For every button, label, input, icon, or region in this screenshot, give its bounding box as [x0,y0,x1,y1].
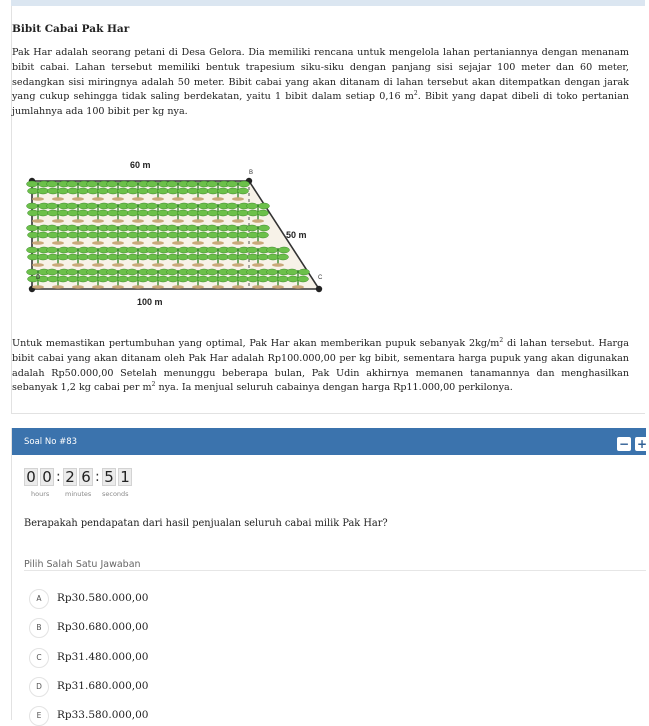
option-letter[interactable]: C [29,648,49,668]
option-letter[interactable]: D [29,677,49,697]
vertex-b-label: B [249,170,254,176]
label-bottom: 100 m [137,297,163,307]
divider [24,570,646,571]
field-illustration [12,146,332,306]
case-paragraph-1: Pak Har adalah seorang petani di Desa Gelora. Dia memiliki rencana untuk mengelola lahan pertaniannya dengan menanam bibit cabai. Lahan tersebut memiliki bentuk trapesium siku-siku dengan panjang sisi sejajar 100 meter dan 60 meter, sedangkan sisi miringnya adalah 50 meter. Bibit cabai yang akan ditanam di lahan tersebut akan ditempatkan dengan jarak yang cukup sehingga tidak saling berdekatan, yaitu 1 bibit dalam setiap 0,16 $m^2$. Bibit yang dapat dibeli di toko pertanian jumlahnya ada 100 bibit per kg nya. [12,47,629,118]
timer-seconds-digit-1: 5 [102,468,116,486]
option-text[interactable]: Rp31.680.000,00 [57,680,149,692]
timer-seconds-digit-2: 1 [118,468,132,486]
case-paragraph-2: Untuk memastikan pertumbuhan yang optimal, Pak Har akan memberikan pupuk sebanyak $2kg/m^2$ di lahan tersebut. Harga bibit cabai yang akan ditanam oleh Pak Har adalah Rp100.000,00 per kg bibit, sementara harga pupuk yang akan digunakan adalah Rp50.000,00 Setelah menunggu beberapa bulan, Pak Udin akhirnya memanen tanamannya dan menghasilkan sebanyak 1,2 kg cabai per $m^2$ nya. Ia menjual seluruh cabainya dengan harga Rp11.000,00 perkilonya. [12,337,629,394]
timer-hours-label: hours [31,490,50,498]
case-title: Bibit Cabai Pak Har [12,23,130,35]
label-top: 60 m [130,160,151,170]
option-letter[interactable]: E [29,706,49,726]
question-header [12,428,646,455]
timer-separator: : [95,469,100,485]
vertex-c-label: C [318,275,323,281]
vertex-c-dot [316,286,322,292]
choose-answer-label: Pilih Salah Satu Jawaban [24,559,141,570]
question-text: Berapakah pendapatan dari hasil penjualan seluruh cabai milik Pak Har? [24,518,388,529]
timer-seconds-label: seconds [102,490,129,498]
timer-minutes-label: minutes [65,490,92,498]
option-text[interactable]: Rp33.580.000,00 [57,709,149,721]
option-text[interactable]: Rp30.680.000,00 [57,621,149,633]
timer-separator: : [56,469,61,485]
timer-minutes-digit-1: 2 [63,468,77,486]
minimize-button[interactable]: − [618,437,630,451]
option-text[interactable]: Rp30.580.000,00 [57,592,149,604]
option-letter[interactable]: A [29,589,49,609]
maximize-button[interactable]: + [636,437,648,451]
timer-minutes-digit-2: 6 [79,468,93,486]
timer-hours-digit-2: 0 [40,468,54,486]
option-text[interactable]: Rp31.480.000,00 [57,651,149,663]
question-number: Soal No #83 [24,437,78,447]
timer-hours-digit-1: 0 [24,468,38,486]
label-side: 50 m [286,230,307,240]
vertex-d-label: D [36,275,41,281]
option-letter[interactable]: B [29,618,49,638]
question-panel [11,428,648,721]
